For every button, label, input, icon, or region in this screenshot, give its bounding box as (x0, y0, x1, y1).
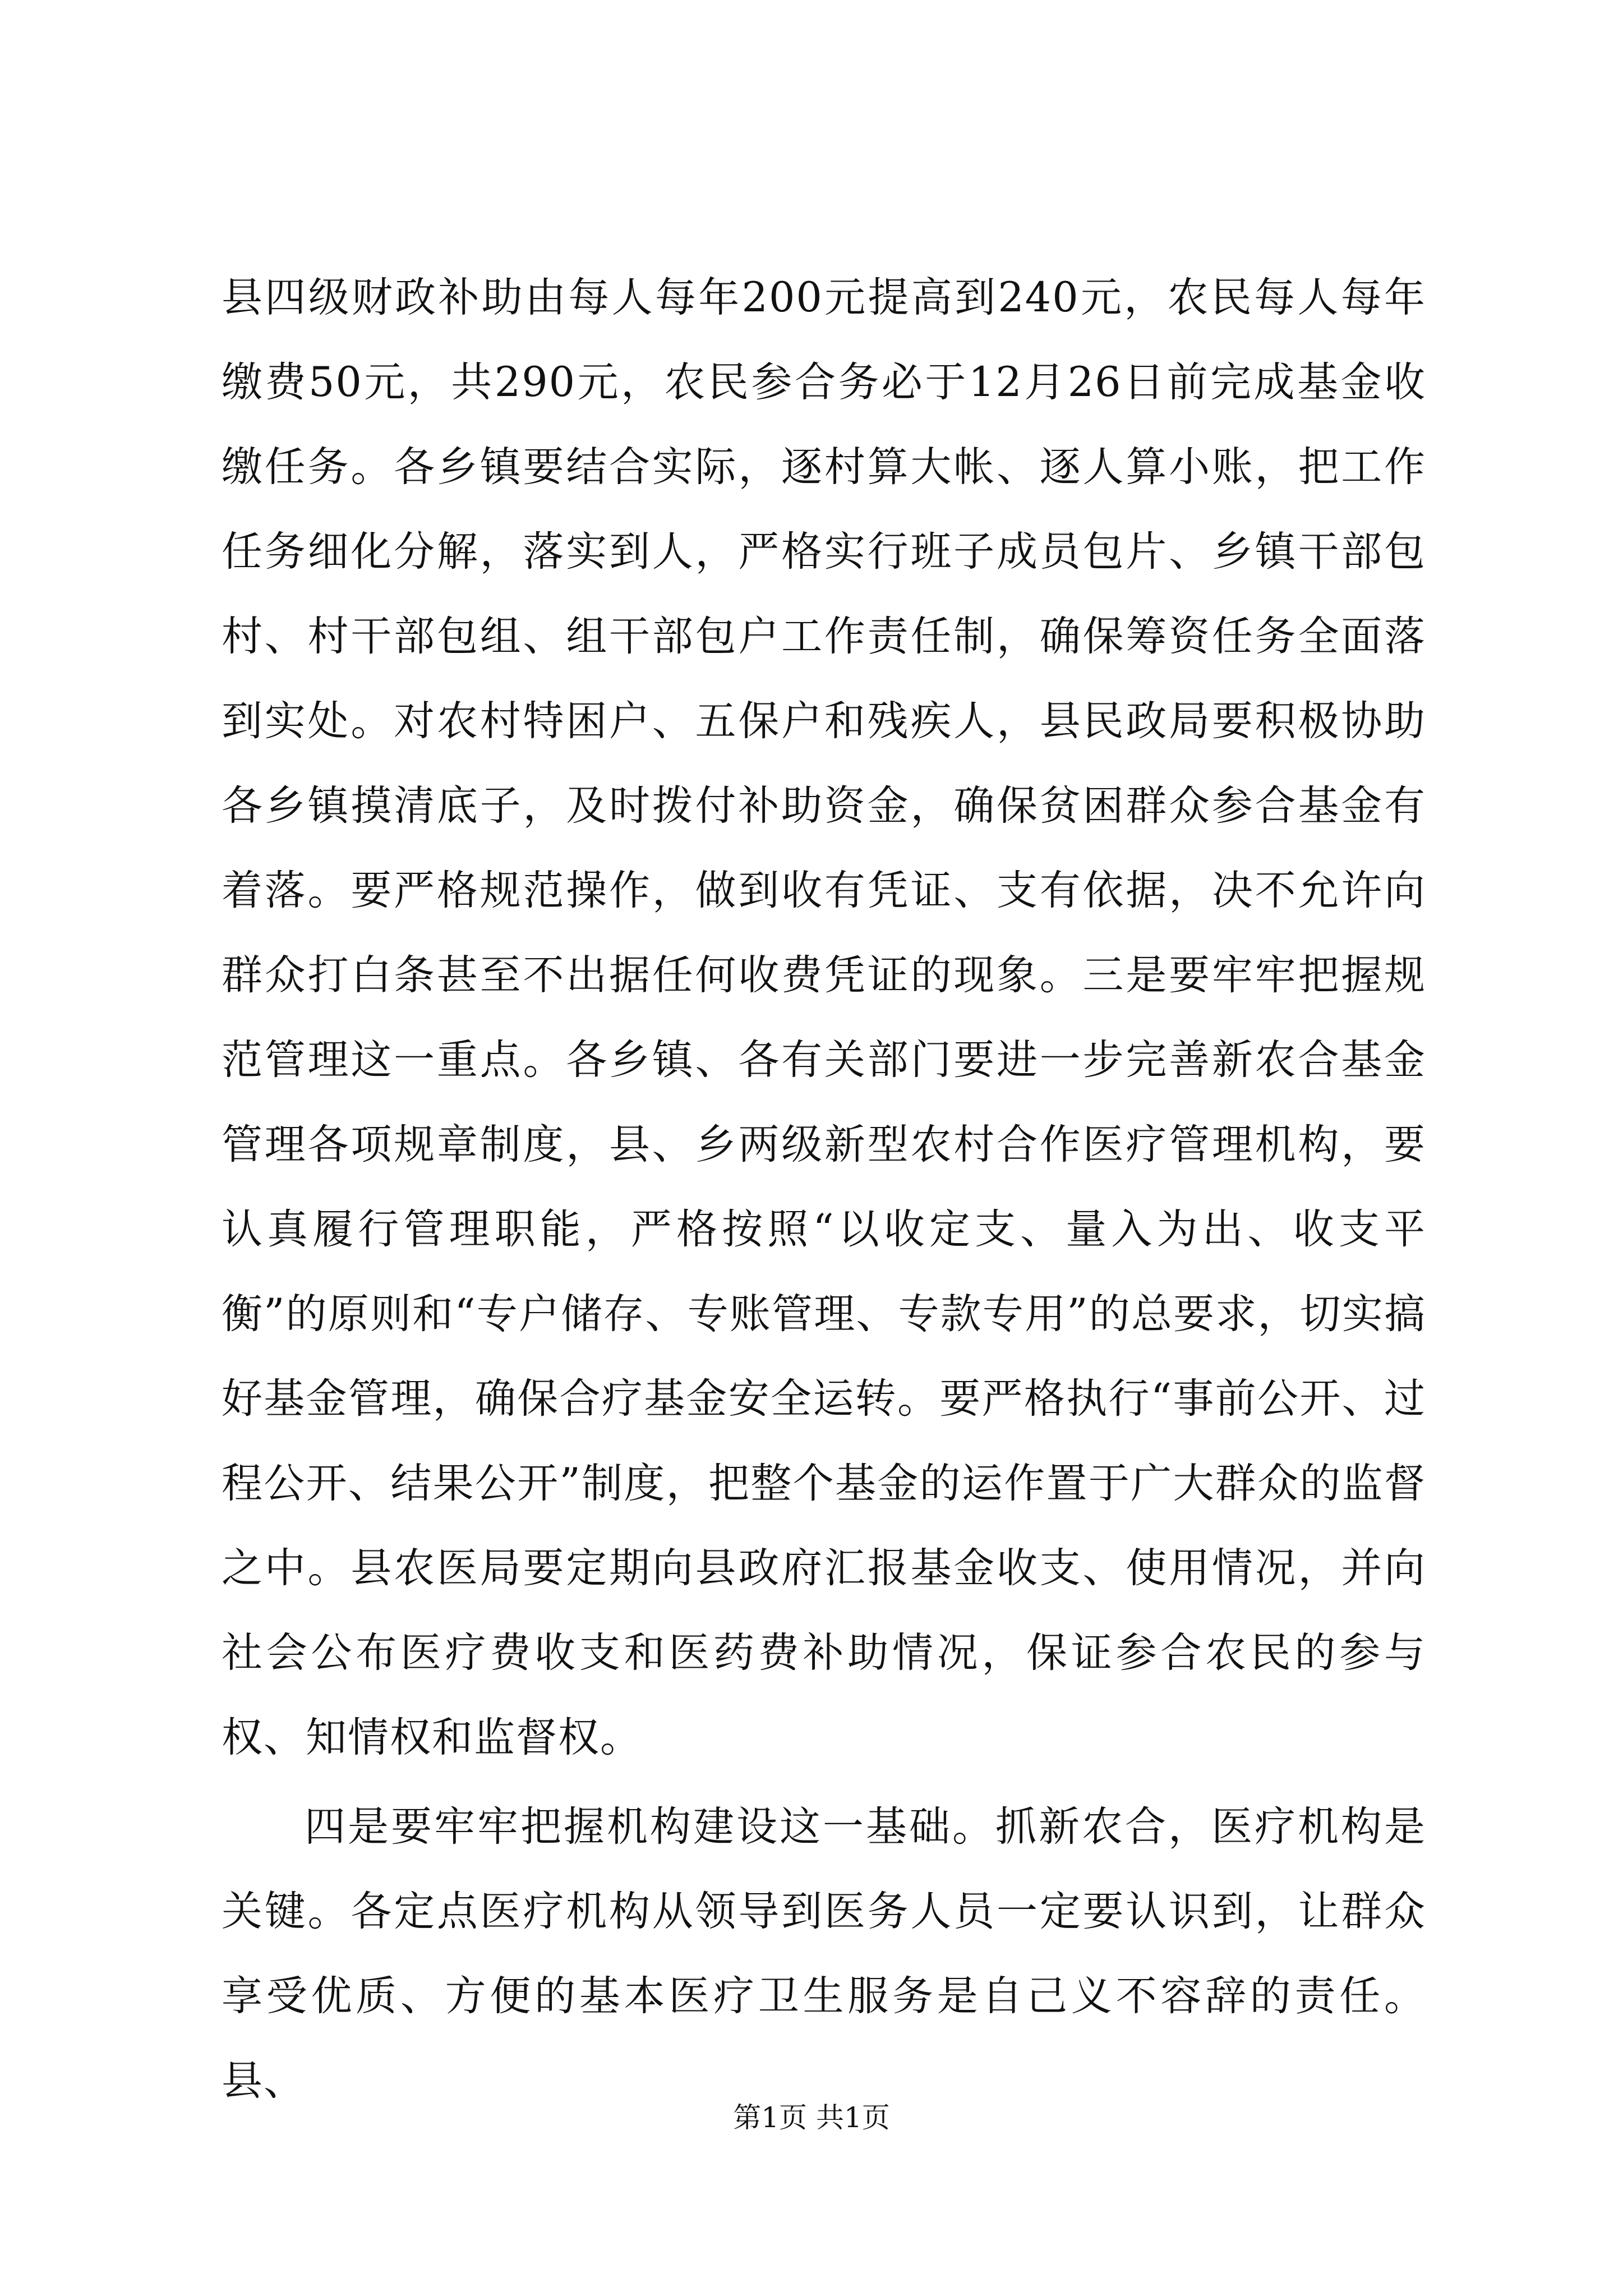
document-body (222, 255, 1426, 2123)
page-footer: 第1页 共1页 (733, 2101, 890, 2134)
paragraph-2: 四是要牢牢把握机构建设这一基础。抓新农合，医疗机构是关键。各定点医疗机构从领导到医务人员一定要认识到，让群众享受优质、方便的基本医疗卫生服务是自己义不容辞的责任。县、 (222, 1803, 1426, 2105)
paragraph-1: 县四级财政补助由每人每年200元提高到240元，农民每人每年缴费50元，共290元，农民参合务必于12月26日前完成基金收缴任务。各乡镇要结合实际，逐村算大帐、逐人算小账，把工作任务细化分解，落实到人，严格实行班子成员包片、乡镇干部包村、村干部包组、组干部包户工作责任制，确保筹资任务全面落到实处。对农村特困户、五保户和残疾人，县民政局要积极协助各乡镇摸清底子，及时拨付补助资金，确保贫困群众参合基金有着落。要严格规范操作，做到收有凭证、支有依据，决不允许向群众打白条甚至不出据任何收费凭证的现象。三是要牢牢把握规范管理这一重点。各乡镇、各有关部门要进一步完善新农合基金管理各项规章制度，县、乡两级新型农村合作医疗管理机构，要认真履行管理职能，严格按照“以收定支、量入为出、收支平衡”的原则和“专户储存、专账管理、专款专用”的总要求，切实搞好基金管理，确保合疗基金安全运转。要严格执行“事前公开、过程公开、结果公开”制度，把整个基金的运作置于广大群众的监督之中。县农医局要定期向县政府汇报基金收支、使用情况，并向社会公布医疗费收支和医药费补助情况，保证参合农民的参与权、知情权和监督权。 (222, 274, 1426, 1761)
